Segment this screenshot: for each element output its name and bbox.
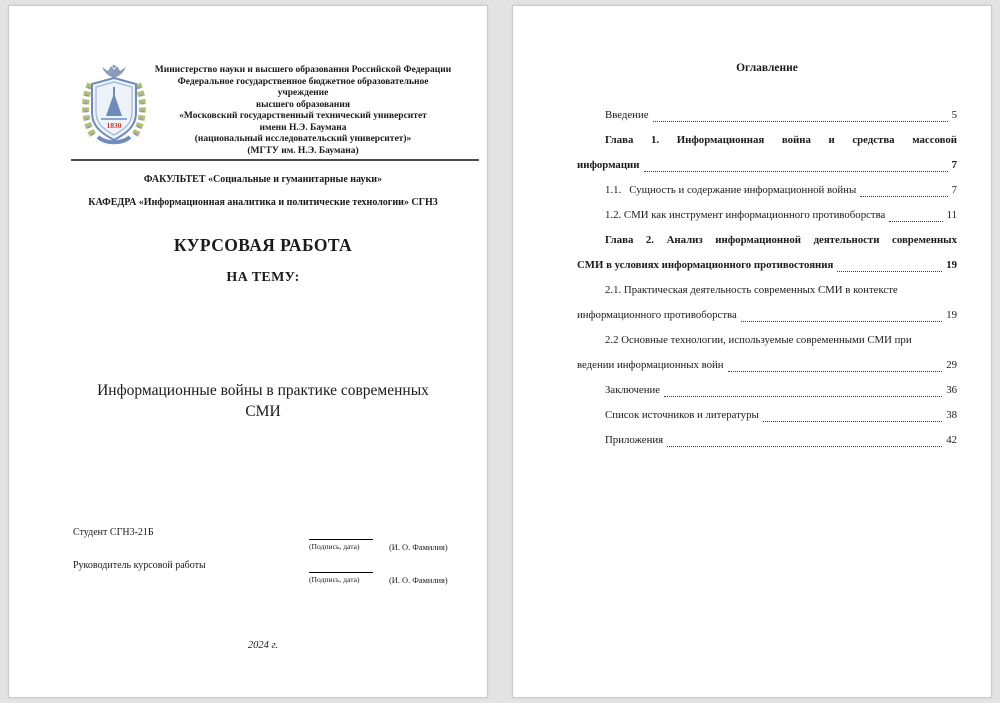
dot-leader <box>837 271 942 272</box>
work-title: Информационные войны в практике современных СМИ <box>97 382 429 420</box>
faculty-line: ФАКУЛЬТЕТ «Социальные и гуманитарные науки» <box>143 174 383 185</box>
ministry-line: (МГТУ им. Н.Э. Баумана) <box>247 145 359 156</box>
work-type-heading: КУРСОВАЯ РАБОТА <box>173 235 353 255</box>
ministry-line: (национальный исследовательский университет)» <box>194 134 412 144</box>
toc-entry-2-2-line1: 2.2 Основные технологии, используемые современными СМИ при <box>605 334 912 346</box>
header-divider <box>71 159 479 161</box>
dot-leader <box>644 171 948 172</box>
dot-leader <box>664 396 942 397</box>
university-emblem-icon <box>79 63 149 147</box>
dot-leader <box>763 421 942 422</box>
name-placeholder: (И. О. Фамилия) <box>389 576 448 585</box>
toc-entry-chapter2-line1: Глава 2. Анализ информационной деятельности современных <box>605 234 957 246</box>
toc-page-number: 7 <box>951 184 957 196</box>
toc-page-number: 5 <box>951 109 957 121</box>
title-page <box>8 5 488 698</box>
toc-entry-chapter2-line2 <box>577 253 957 278</box>
signature-row-student <box>73 527 453 560</box>
toc-entry-1-1 <box>577 178 957 203</box>
toc-page-number: 19 <box>946 259 957 271</box>
toc-entry-text: Заключение <box>605 384 661 396</box>
toc-entry-text: информационного противоборства <box>577 309 737 321</box>
name-placeholder: (И. О. Фамилия) <box>389 543 448 552</box>
toc-page-number: 29 <box>946 359 957 371</box>
toc-entry-text: информации <box>577 159 640 171</box>
toc-page-number: 38 <box>946 409 957 421</box>
ministry-line: высшего образования <box>256 99 350 110</box>
toc-entry-1-2 <box>577 203 957 228</box>
signature-field <box>309 572 381 584</box>
ministry-line: Федеральное государственное бюджетное образовательное учреждение <box>177 76 429 98</box>
topic-label: НА ТЕМУ: <box>226 270 300 285</box>
toc-entry-appendices <box>577 428 957 453</box>
department-line: КАФЕДРА «Информационная аналитика и политические технологии» СГН3 <box>88 197 438 208</box>
dot-leader <box>889 221 942 222</box>
toc-entry-conclusion <box>577 378 957 403</box>
table-of-contents <box>577 103 957 453</box>
toc-page-number: 36 <box>946 384 957 396</box>
dot-leader <box>667 446 942 447</box>
signature-row-supervisor <box>73 560 453 593</box>
signature-field <box>309 539 381 551</box>
year-line: 2024 г. <box>247 640 279 651</box>
toc-entry-2-1-line2 <box>577 303 957 328</box>
toc-entry-text: Введение <box>605 109 649 121</box>
signature-line <box>309 572 373 573</box>
dot-leader <box>741 321 942 322</box>
signature-block <box>73 527 453 593</box>
supervisor-label: Руководитель курсовой работы <box>73 560 206 571</box>
toc-entry-chapter1-line1: Глава 1. Информационная война и средства массовой <box>605 134 957 146</box>
toc-entry-2-2-line2 <box>577 353 957 378</box>
ministry-line: Министерство науки и высшего образования Российской Федерации <box>154 65 452 75</box>
toc-entry-2-1-line1: 2.1. Практическая деятельность современных СМИ в контексте <box>605 284 898 296</box>
ministry-line: «Московский государственный технический университет <box>179 111 427 121</box>
dot-leader <box>728 371 943 372</box>
signature-caption: (Подпись, дата) <box>309 542 360 551</box>
toc-entry-text: Список источников и литературы <box>605 409 759 421</box>
dot-leader <box>653 121 948 122</box>
toc-page <box>512 5 992 698</box>
letterhead <box>73 63 453 157</box>
toc-entry-sources <box>577 403 957 428</box>
ministry-line: имени Н.Э. Баумана <box>259 122 347 133</box>
toc-entry-introduction <box>577 103 957 128</box>
dot-leader <box>860 196 947 197</box>
toc-entry-text: СМИ в условиях информационного противостояния <box>577 259 834 271</box>
toc-heading: Оглавление <box>736 62 798 74</box>
signature-caption: (Подпись, дата) <box>309 575 360 584</box>
toc-entry-text: 1.2. СМИ как инструмент информационного противоборства <box>605 209 886 221</box>
toc-page-number: 11 <box>946 209 957 221</box>
toc-entry-text: Приложения <box>605 434 664 446</box>
toc-entry-text: ведении информационных войн <box>577 359 724 371</box>
toc-page-number: 42 <box>946 434 957 446</box>
toc-entry-text: 1.1. Сущность и содержание информационной войны <box>605 184 857 196</box>
emblem-year: 1830 <box>106 121 122 130</box>
ministry-block <box>149 63 453 157</box>
toc-entry-chapter1-line2 <box>577 153 957 178</box>
toc-page-number: 19 <box>946 309 957 321</box>
toc-page-number: 7 <box>951 159 957 171</box>
student-label: Студент СГН3-21Б <box>73 527 154 538</box>
signature-line <box>309 539 373 540</box>
